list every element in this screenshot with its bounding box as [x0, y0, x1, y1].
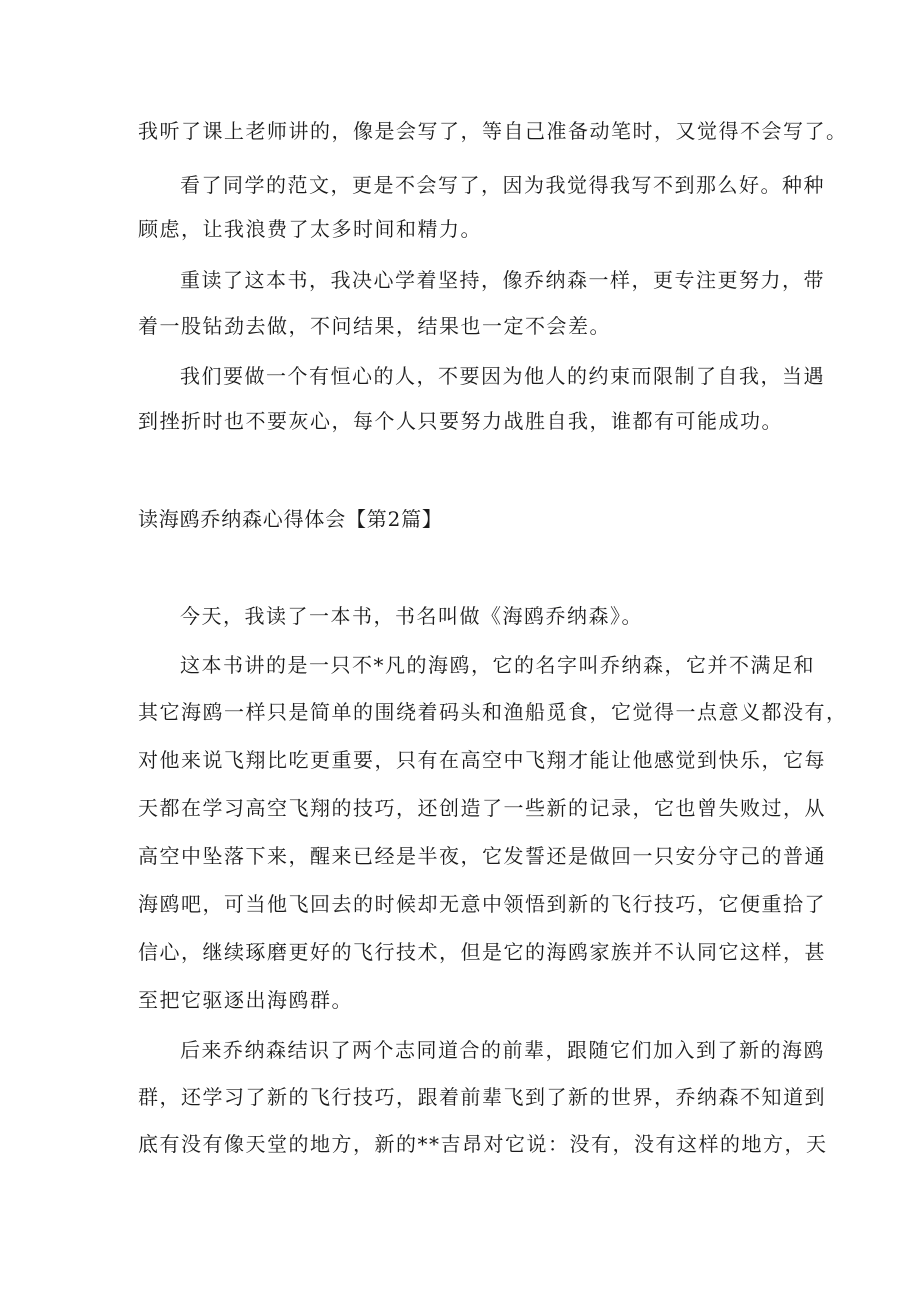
paragraph-line: 顾虑，让我浪费了太多时间和精力。: [138, 217, 482, 241]
paragraph-line: 信心，继续琢磨更好的飞行技术，但是它的海鸥家族并不认同它这样，甚: [138, 940, 826, 964]
paragraph-line: 着一股钻劲去做，不问结果，结果也一定不会差。: [138, 314, 611, 338]
paragraph-line: 底有没有像天堂的地方，新的**吉昂对它说：没有，没有这样的地方，天: [138, 1132, 828, 1156]
paragraph-line: 后来乔纳森结识了两个志同道合的前辈，跟随它们加入到了新的海鸥: [180, 1038, 825, 1062]
paragraph-line: 今天，我读了一本书，书名叫做《海鸥乔纳森》。: [180, 604, 643, 628]
paragraph-line: 重读了这本书，我决心学着坚持，像乔纳森一样，更专注更努力，带: [180, 268, 825, 292]
paragraph-line: 群，还学习了新的飞行技巧，跟着前辈飞到了新的世界，乔纳森不知道到: [138, 1085, 826, 1109]
paragraph-line: 至把它驱逐出海鸥群。: [138, 988, 353, 1012]
paragraph-line: 这本书讲的是一只不*凡的海鸥，它的名字叫乔纳森，它并不满足和: [180, 653, 815, 677]
paragraph-line: 其它海鸥一样只是简单的围绕着码头和渔船觅食，它觉得一点意义都没有，: [138, 700, 848, 724]
paragraph-line: 我们要做一个有恒心的人，不要因为他人的约束而限制了自我，当遇: [180, 364, 825, 388]
section-heading: 读海鸥乔纳森心得体会【第2篇】: [138, 507, 443, 531]
paragraph-line: 我听了课上老师讲的，像是会写了，等自己准备动笔时，又觉得不会写了。: [138, 119, 848, 143]
paragraph-line: 看了同学的范文，更是不会写了，因为我觉得我写不到那么好。种种: [180, 173, 825, 197]
paragraph-line: 海鸥吧，可当他飞回去的时候却无意中领悟到新的飞行技巧，它便重拾了: [138, 892, 826, 916]
paragraph-line: 到挫折时也不要灰心，每个人只要努力战胜自我，谁都有可能成功。: [138, 409, 783, 433]
paragraph-line: 对他来说飞翔比吃更重要，只有在高空中飞翔才能让他感觉到快乐，它每: [138, 748, 826, 772]
paragraph-line: 天都在学习高空飞翔的技巧，还创造了一些新的记录，它也曾失败过，从: [138, 796, 826, 820]
paragraph-line: 高空中坠落下来，醒来已经是半夜，它发誓还是做回一只安分守己的普通: [138, 844, 826, 868]
